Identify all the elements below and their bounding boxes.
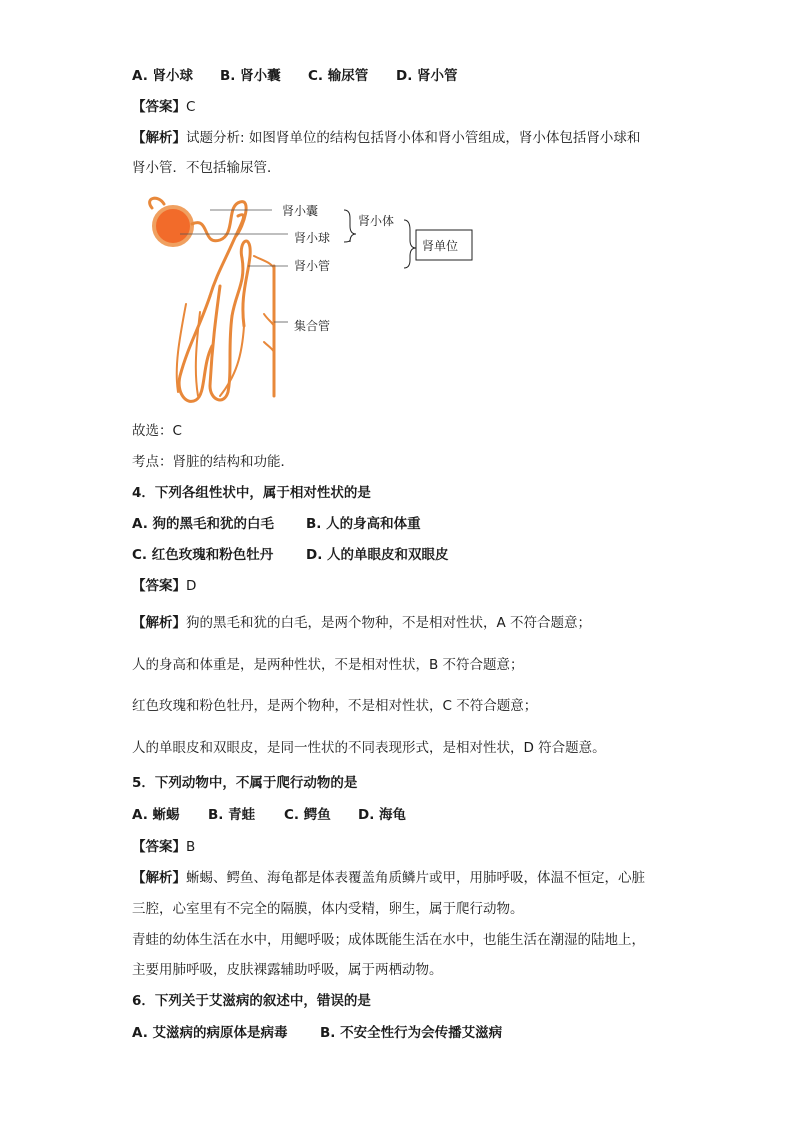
label-glomerulus: 肾小球 (294, 231, 331, 245)
q5-title: 5．下列动物中，不属于爬行动物的是 (132, 775, 358, 791)
answer-value: C (186, 99, 196, 115)
q5-analysis-4: 主要用肺呼吸，皮肤裸露辅助呼吸，属于两栖动物。 (132, 962, 443, 978)
q3-option-b: B. 肾小囊 (220, 68, 281, 84)
nephron-drawing (150, 198, 274, 401)
analysis-tag: 【解析】 (132, 130, 186, 146)
label-collecting-duct: 集合管 (294, 319, 331, 333)
q3-choice: 故选：C (132, 423, 182, 439)
q3-option-a: A. 肾小球 (132, 68, 194, 84)
q6-options-row1 (132, 1023, 502, 1043)
q4-option-d: D. 人的单眼皮和双眼皮 (306, 547, 449, 563)
nephron-brace (404, 220, 416, 268)
q4-answer (132, 576, 196, 596)
answer-value: D (186, 578, 197, 594)
label-corpuscle: 肾小体 (358, 214, 395, 228)
q3-analysis-line2: 肾小管．不包括输尿管． (132, 160, 281, 176)
label-tubule: 肾小管 (294, 259, 331, 273)
q4-option-b: B. 人的身高和体重 (306, 516, 421, 532)
answer-tag: 【答案】 (132, 839, 186, 855)
answer-tag: 【答案】 (132, 578, 186, 594)
analysis-tag: 【解析】 (132, 615, 186, 631)
q4-analysis-2: 人的身高和体重是，是两种性状，不是相对性状，B 不符合题意； (132, 657, 524, 673)
q5-option-b: B. 青蛙 (208, 807, 256, 823)
analysis-text: 狗的黑毛和犹的白毛，是两个物种，不是相对性状，A 不符合题意； (186, 615, 592, 631)
analysis-tag: 【解析】 (132, 870, 186, 886)
analysis-text: 蜥蜴、鳄鱼、海龟都是体表覆盖角质鳞片或甲，用肺呼吸，体温不恒定，心脏 (186, 870, 645, 886)
q3-option-d: D. 肾小管 (396, 68, 458, 84)
q5-option-c: C. 鳄鱼 (284, 807, 331, 823)
q3-options (132, 66, 458, 86)
label-capsule: 肾小囊 (282, 204, 319, 218)
q5-analysis-3: 青蛙的幼体生活在水中，用鳃呼吸；成体既能生活在水中，也能生活在潮湿的陆地上， (132, 932, 645, 948)
q4-analysis-1 (132, 613, 591, 633)
q3-answer (132, 97, 195, 117)
q4-option-c: C. 红色玫瑰和粉色牡丹 (132, 547, 274, 563)
q4-analysis-4: 人的单眼皮和双眼皮，是同一性状的不同表现形式，是相对性状，D 符合题意。 (132, 740, 606, 756)
answer-value: B (186, 839, 196, 855)
answer-tag: 【答案】 (132, 99, 186, 115)
q4-analysis-3: 红色玫瑰和粉色牡丹，是两个物种，不是相对性状，C 不符合题意； (132, 698, 538, 714)
q4-options-row1 (132, 514, 421, 534)
q6-option-a: A. 艾滋病的病原体是病毒 (132, 1025, 288, 1041)
q3-point: 考点：肾脏的结构和功能． (132, 454, 294, 470)
nephron-figure (140, 196, 480, 414)
q5-option-a: A. 蜥蜴 (132, 807, 180, 823)
q4-option-a: A. 狗的黑毛和犹的白毛 (132, 516, 275, 532)
q3-option-c: C. 输尿管 (308, 68, 369, 84)
q4-title: 4．下列各组性状中，属于相对性状的是 (132, 485, 371, 501)
q5-options (132, 805, 406, 825)
q4-options-row2 (132, 545, 449, 565)
q3-analysis-line1 (132, 128, 640, 148)
q5-option-d: D. 海龟 (358, 807, 407, 823)
q5-answer (132, 837, 195, 857)
analysis-text: 试题分析: 如图肾单位的结构包括肾小体和肾小管组成，肾小体包括肾小球和 (186, 130, 641, 146)
corpuscle-brace (344, 210, 356, 242)
q6-title: 6．下列关于艾滋病的叙述中，错误的是 (132, 993, 371, 1009)
q5-analysis-2: 三腔，心室里有不完全的隔膜，体内受精，卵生，属于爬行动物。 (132, 901, 524, 917)
q6-option-b: B. 不安全性行为会传播艾滋病 (320, 1025, 503, 1041)
q5-analysis-1 (132, 868, 645, 888)
label-nephron: 肾单位 (422, 239, 459, 253)
